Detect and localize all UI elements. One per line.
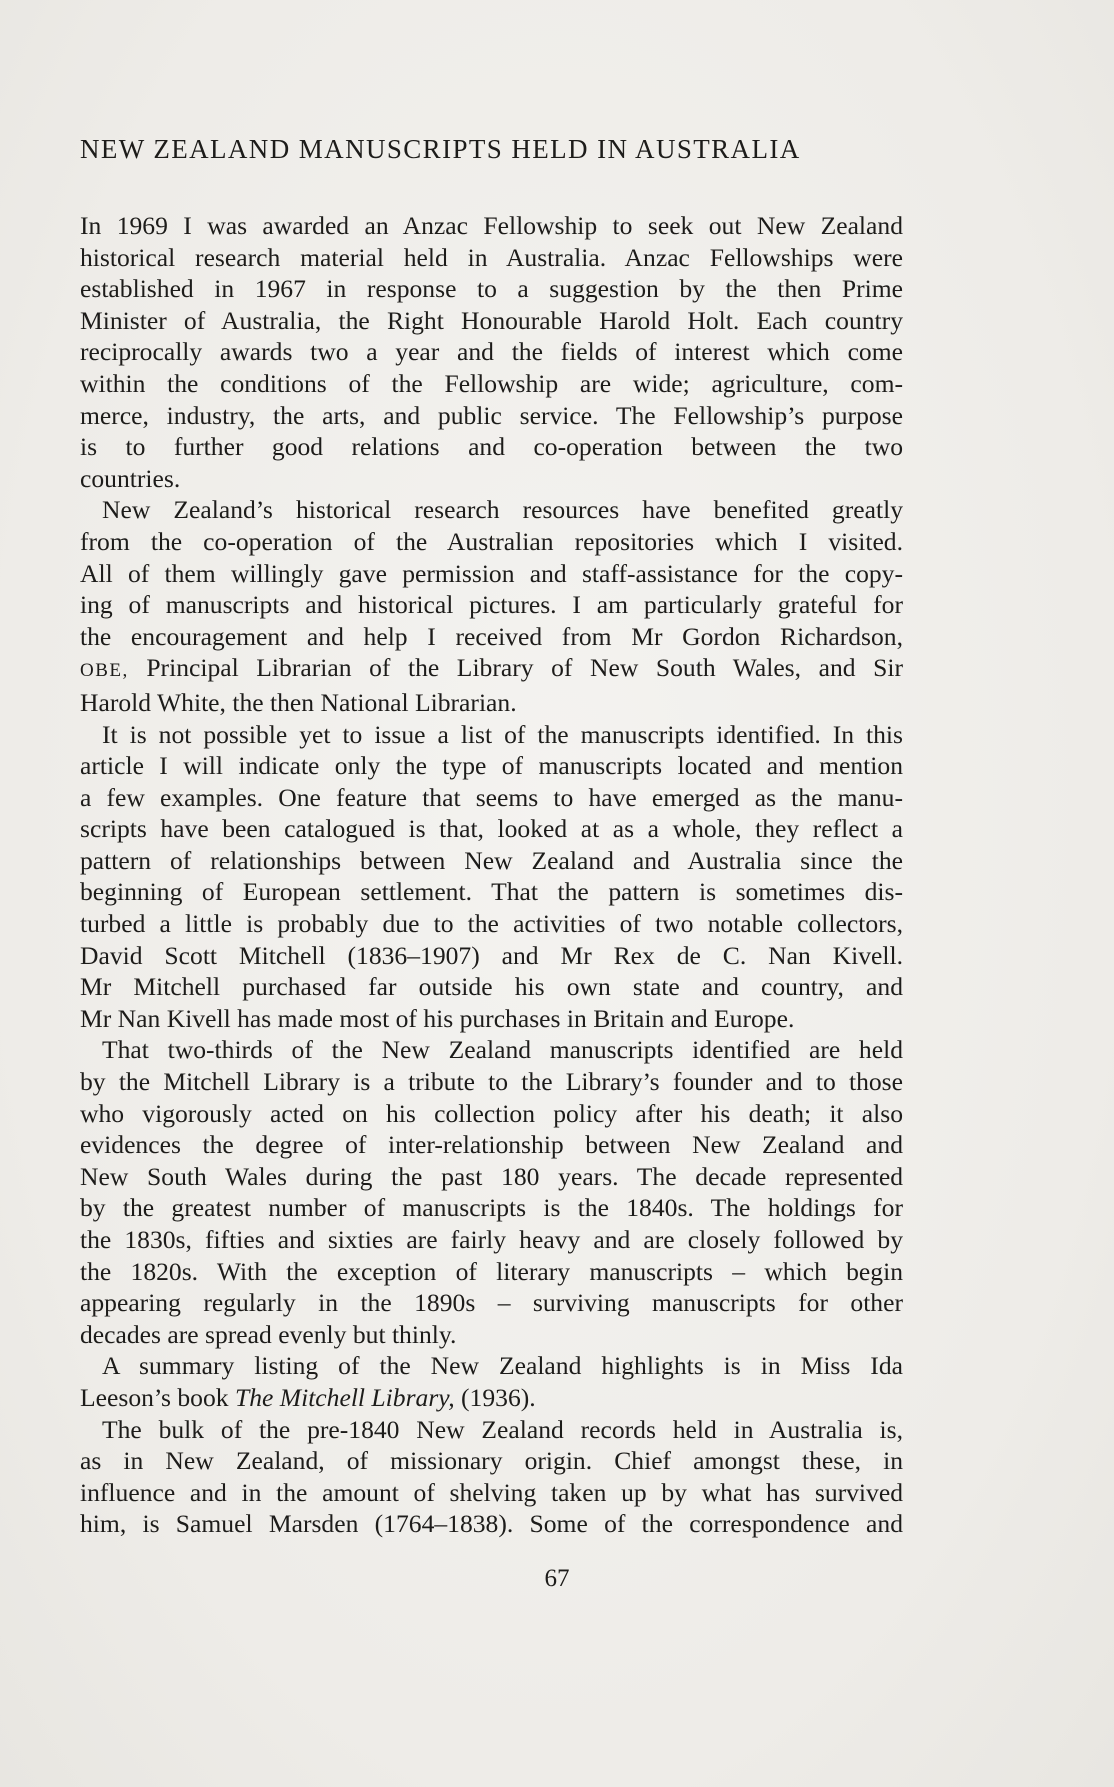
text-line: historical research material held in Australia. Anzac Fellowships were <box>80 242 903 272</box>
text-line: from the co-operation of the Australian repositories which I visited. <box>80 526 903 556</box>
text-line: him, is Samuel Marsden (1764–1838). Some of the correspondence and <box>80 1509 903 1539</box>
text-line: as in New Zealand, of missionary origin. Chief amongst these, in <box>80 1446 903 1476</box>
page-number: 67 <box>544 1565 570 1592</box>
text-line: is to further good relations and co-operation between the two <box>80 432 903 462</box>
text-line: a few examples. One feature that seems to have emerged as the manu- <box>80 782 903 812</box>
text-fragment: Leeson’s book <box>80 1382 235 1412</box>
text-line: by the Mitchell Library is a tribute to the Library’s founder and to those <box>80 1067 903 1097</box>
article-body <box>80 132 903 1540</box>
text-line: within the conditions of the Fellowship are wide; agriculture, com- <box>80 368 903 398</box>
text-line: reciprocally awards two a year and the fields of interest which come <box>80 337 903 367</box>
book-year: (1936). <box>454 1382 536 1412</box>
text-line: The bulk of the pre-1840 New Zealand records held in Australia is, <box>102 1414 903 1444</box>
text-line: influence and in the amount of shelving taken up by what has survived <box>80 1477 903 1507</box>
article-title: NEW ZEALAND MANUSCRIPTS HELD IN AUSTRALIA <box>80 134 801 164</box>
text-line: by the greatest number of manuscripts is the 1840s. The holdings for <box>80 1193 903 1223</box>
text-line: merce, industry, the arts, and public service. The Fellowship’s purpose <box>80 400 903 430</box>
text-line: Minister of Australia, the Right Honourable Harold Holt. Each country <box>80 305 903 335</box>
text-line: That two-thirds of the New Zealand manuscripts identified are held <box>102 1035 903 1065</box>
text-line: ing of manuscripts and historical pictures. I am particularly grateful for <box>80 590 903 620</box>
text-fragment: Principal Librarian of the Library of New South Wales, and Sir <box>146 653 903 683</box>
text-line: established in 1967 in response to a suggestion by the then Prime <box>80 274 903 304</box>
text-line: the encouragement and help I received from Mr Gordon Richardson, <box>80 621 903 651</box>
text-line <box>80 1382 903 1414</box>
text-line: who vigorously acted on his collection policy after his death; it also <box>80 1098 903 1128</box>
text-line: the 1830s, fifties and sixties are fairly heavy and are closely followed by <box>80 1225 903 1254</box>
text-line: David Scott Mitchell (1836–1907) and Mr Rex de C. Nan Kivell. <box>80 940 903 970</box>
book-title: The Mitchell Library, <box>234 1382 455 1412</box>
text-line: the 1820s. With the exception of literary manuscripts – which begin <box>80 1256 903 1286</box>
text-line: evidences the degree of inter-relationship between New Zealand and <box>80 1130 903 1160</box>
text-line: decades are spread evenly but thinly. <box>80 1319 457 1349</box>
text-line: New South Wales during the past 180 years. The decade represented <box>80 1161 903 1191</box>
paragraph-1 <box>80 210 903 494</box>
text-line: It is not possible yet to issue a list of the manuscripts identified. In this <box>102 719 903 749</box>
text-line <box>80 652 903 687</box>
text-line: beginning of European settlement. That the pattern is sometimes dis- <box>80 877 903 907</box>
paragraph-3 <box>80 719 903 1035</box>
text-line: Mr Mitchell purchased far outside his own state and country, and <box>80 972 903 1002</box>
text-line: Harold White, the then National Librarian. <box>80 687 517 717</box>
text-line: scripts have been catalogued is that, looked at as a whole, they reflect a <box>80 814 903 844</box>
text-line: All of them willingly gave permission and staff-assistance for the copy- <box>80 558 903 588</box>
text-line: Mr Nan Kivell has made most of his purchases in Britain and Europe. <box>80 1003 795 1033</box>
text-line: article I will indicate only the type of manuscripts located and mention <box>80 751 903 781</box>
paragraph-6 <box>80 1414 903 1540</box>
text-line: New Zealand’s historical research resources have benefited greatly <box>102 495 903 525</box>
paragraph-2 <box>80 494 903 718</box>
paragraph-5 <box>80 1350 903 1413</box>
text-line: countries. <box>80 463 181 493</box>
honorific-abbreviation: OBE, <box>80 660 129 682</box>
text-line: A summary listing of the New Zealand highlights is in Miss Ida <box>102 1351 903 1381</box>
text-line: appearing regularly in the 1890s – surviving manuscripts for other <box>80 1288 903 1318</box>
text-line: turbed a little is probably due to the activities of two notable collectors, <box>80 909 903 939</box>
text-line: In 1969 I was awarded an Anzac Fellowship to seek out New Zealand <box>80 211 903 240</box>
text-line: pattern of relationships between New Zealand and Australia since the <box>80 845 903 875</box>
paragraph-4 <box>80 1034 903 1350</box>
